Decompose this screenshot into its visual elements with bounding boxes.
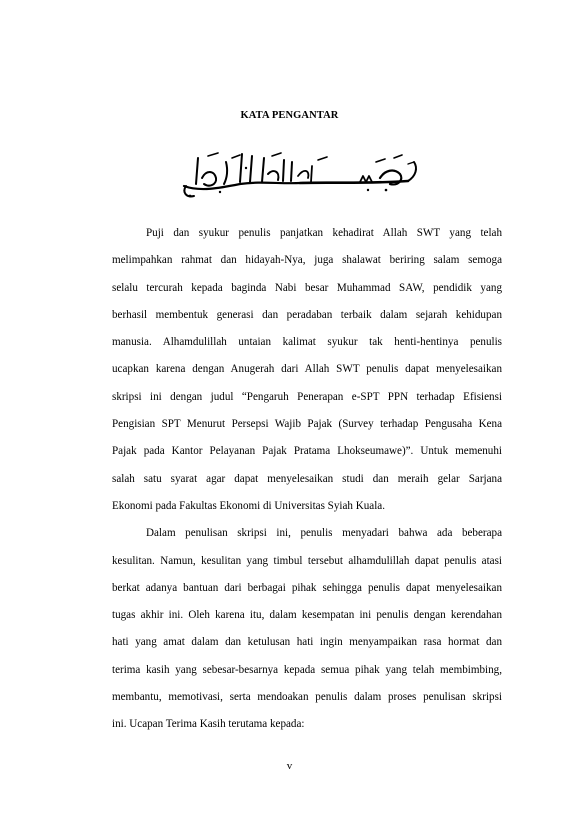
paragraph-line: berhasil membentuk generasi dan peradaban terbaik dalam sejarah kehidupan (112, 308, 502, 321)
paragraph-line: Puji dan syukur penulis panjatkan kehadirat Allah SWT yang telah (146, 227, 502, 239)
paragraph-line: ucapkan karena dengan Anugerah dari Allah SWT penulis dapat menyelesaikan (112, 363, 502, 376)
paragraph-line: membantu, memotivasi, serta mendoakan penulis dalam proses penulisan skripsi (112, 691, 502, 704)
paragraph-line: terima kasih yang sebesar-besarnya kepada semua pihak yang telah membimbing, (112, 663, 502, 676)
paragraph-line: tugas akhir ini. Oleh karena itu, dalam kesempatan ini penulis dengan kerendahan (112, 609, 502, 622)
paragraph-line: Pajak pada Kantor Pelayanan Pajak Pratama Lhokseumawe)”. Untuk memenuhi (112, 445, 502, 458)
paragraph-line: Dalam penulisan skripsi ini, penulis menyadari bahwa ada beberapa (146, 527, 502, 540)
paragraph-line: kesulitan. Namun, kesulitan yang timbul tersebut alhamdulillah dapat penulis atasi (112, 554, 502, 567)
paragraph-line: skripsi ini dengan judul “Pengaruh Penerapan e-SPT PPN terhadap Efisiensi (112, 390, 502, 403)
bismillah-calligraphy (180, 148, 424, 200)
paragraph-line: melimpahkan rahmat dan hidayah-Nya, juga shalawat beriring salam semoga (112, 254, 502, 267)
body-text (112, 220, 502, 739)
paragraph-line: selalu tercurah kepada baginda Nabi besar Muhammad SAW, pendidik yang (112, 281, 502, 294)
paragraph-line: Ekonomi pada Fakultas Ekonomi di Universitas Syiah Kuala. (112, 499, 385, 512)
paragraph-line: ini. Ucapan Terima Kasih terutama kepada: (112, 718, 305, 731)
paragraph-line: hati yang amat dalam dan ketulusan hati ingin menyampaikan rasa hormat dan (112, 636, 502, 649)
paragraph-line: manusia. Alhamdulillah untaian kalimat syukur tak henti-hentinya penulis (112, 336, 502, 349)
page-number: v (286, 760, 293, 772)
page-title: KATA PENGANTAR (240, 110, 339, 121)
paragraph-line: berkat adanya bantuan dari berbagai pihak sehingga penulis dapat menyelesaikan (112, 581, 502, 594)
paragraph-line: Pengisian SPT Menurut Persepsi Wajib Pajak (Survey terhadap Pengusaha Kena (112, 418, 502, 431)
paragraph-2 (112, 520, 502, 738)
paragraph-line: salah satu syarat agar dapat menyelesaikan studi dan meraih gelar Sarjana (112, 472, 502, 485)
paragraph-1 (112, 220, 502, 520)
